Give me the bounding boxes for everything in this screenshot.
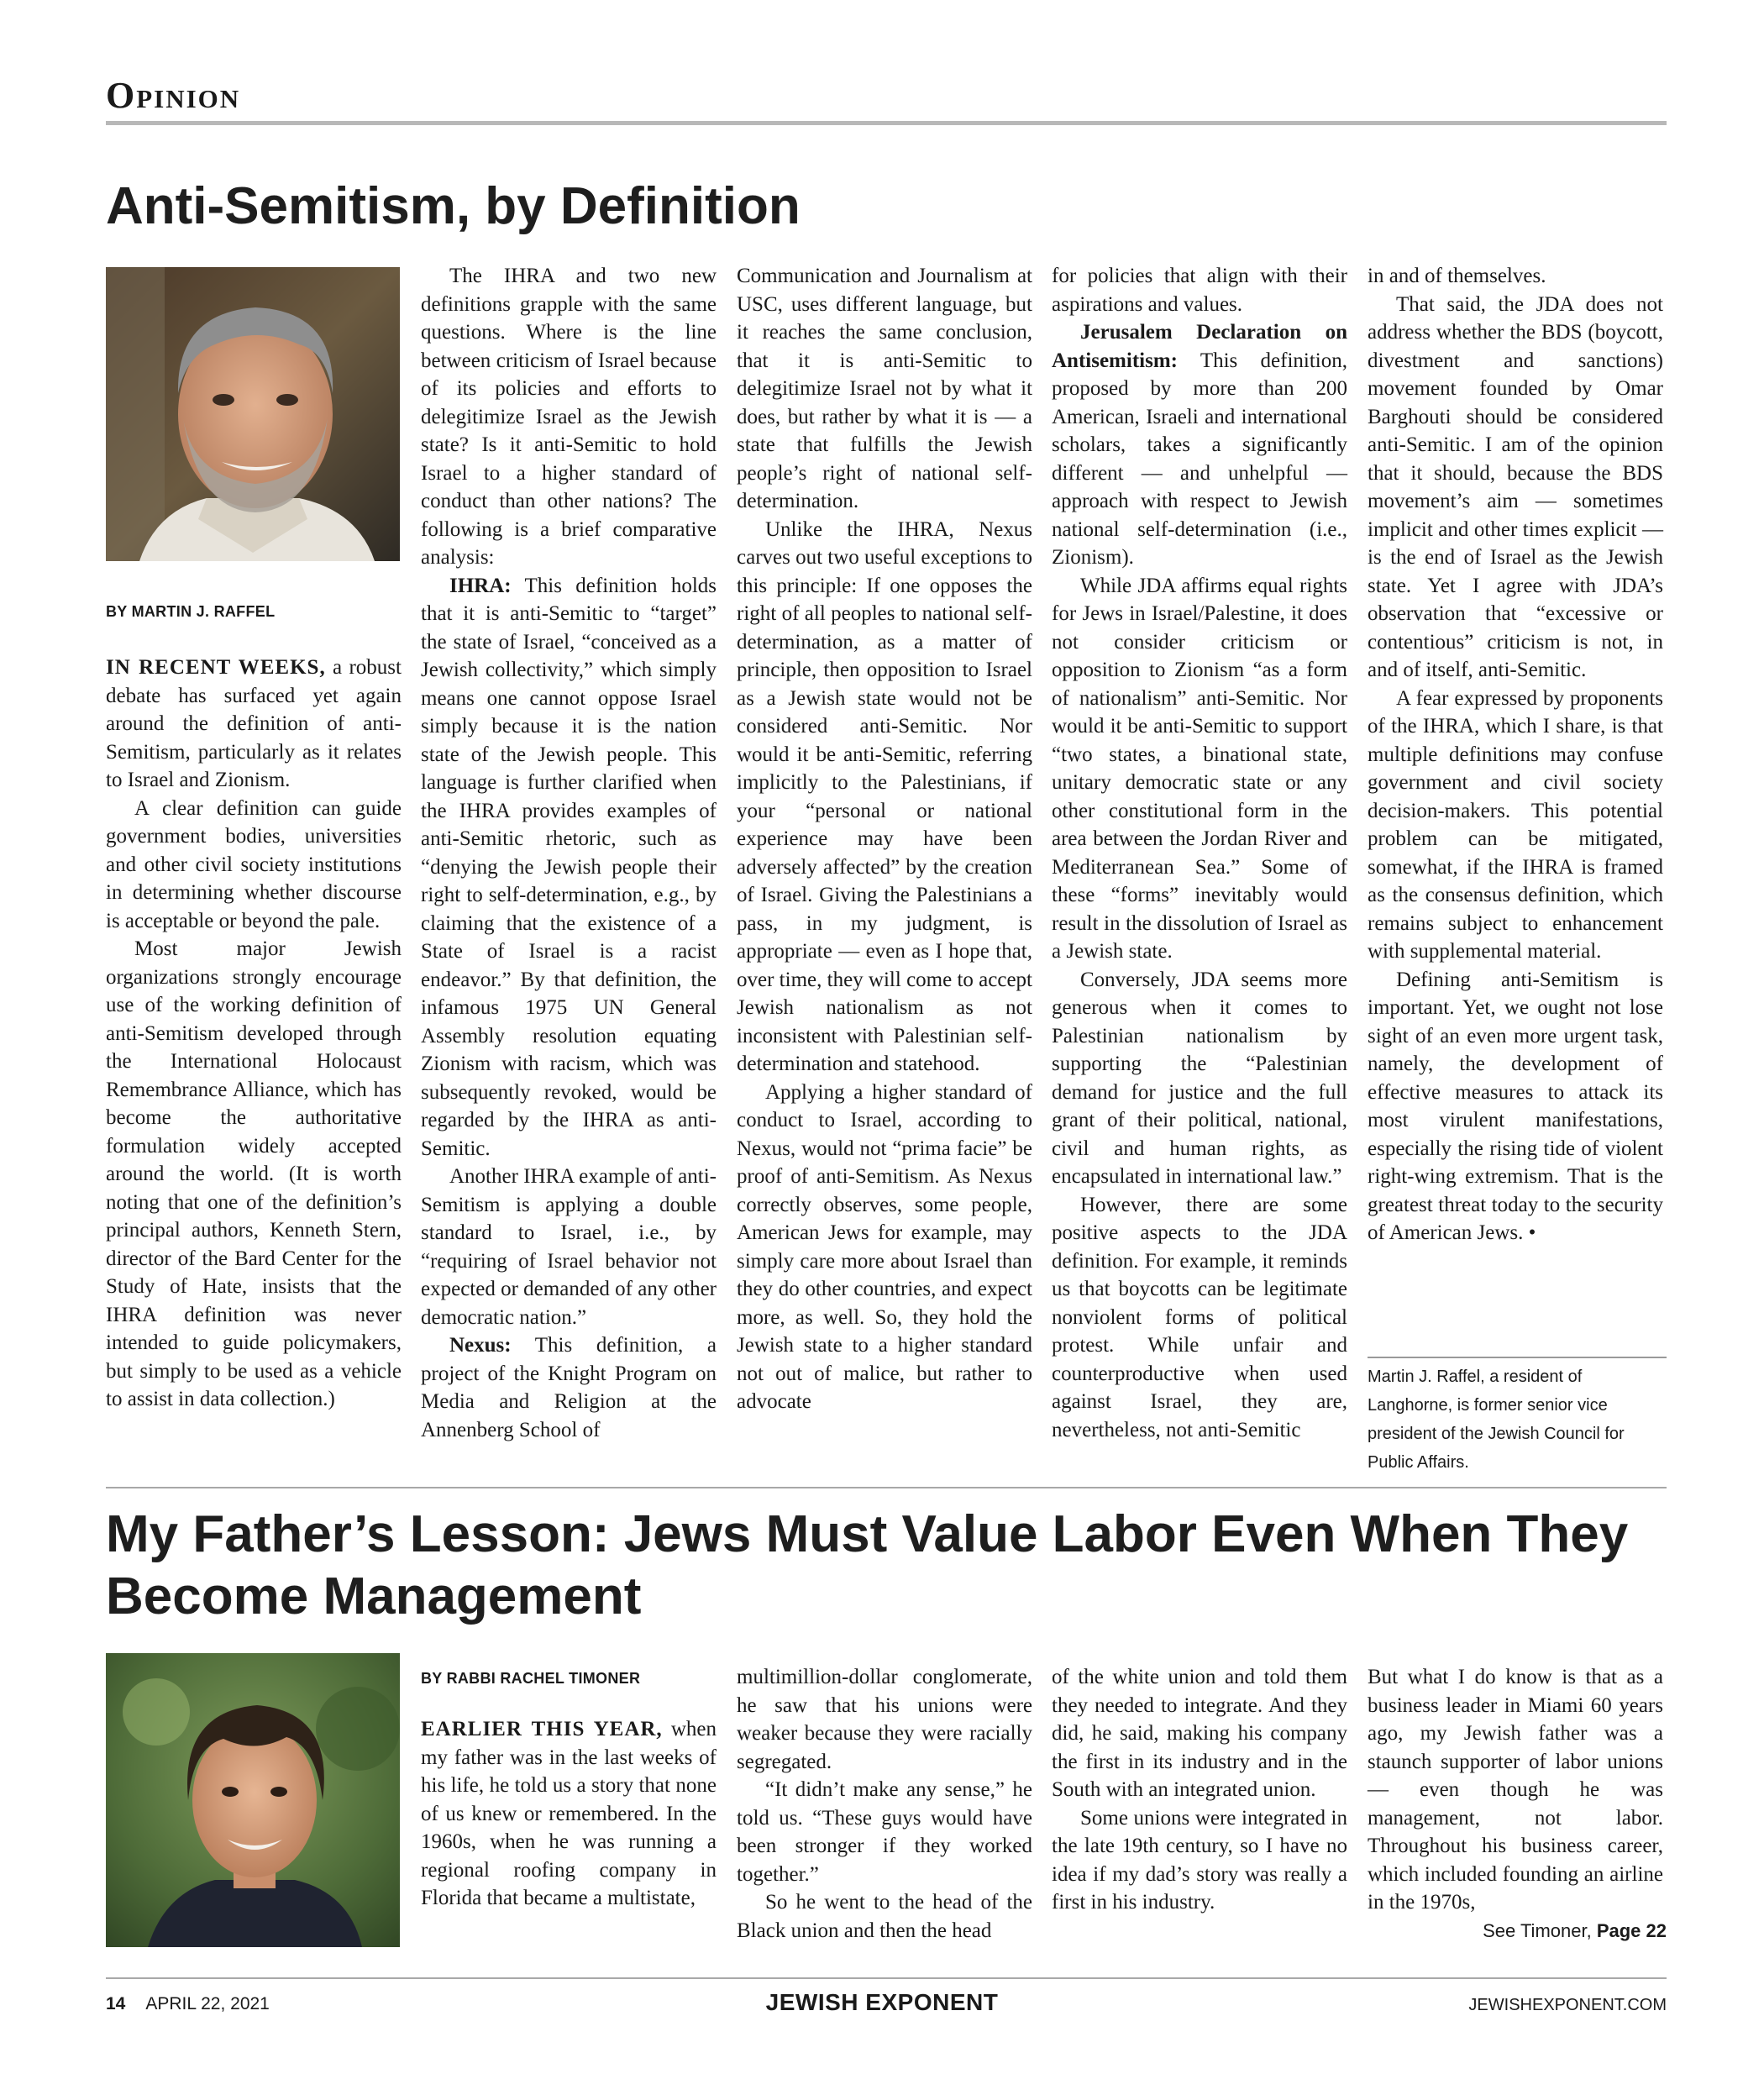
paragraph: [1368, 966, 1663, 1247]
page-number: 14: [106, 1994, 126, 2013]
paragraph: [106, 654, 402, 795]
paragraph-text: when my father was in the last weeks of his life, he told us a story that none of us knew or remembered. In the 1960s, when he was running a regional roofing company in Florida that became a multistate,: [421, 1718, 717, 1909]
footer-rule: [106, 1977, 1667, 1979]
author-photo-timoner: [106, 1653, 400, 1947]
paragraph: Applying a higher standard of conduct to Israel, according to Nexus, would not “prima facie” be proof of anti-Semitism. As Nexus correctly observes, some people, American Jews for example, may simply care more about Israel than they do other countries, and expect more, as well. So, they hold the Jewish state to a higher standard not out of malice, but rather to advocate: [737, 1080, 1032, 1413]
paragraph: A fear expressed by proponents of the IHRA, which I share, is that multiple definitions may confuse government and civil society decision-makers. This potential problem can be mitigated, somewhat, if the IHRA is framed as the consensus definition, which remains subject to enhancement with supplemental material.: [1368, 686, 1663, 963]
byline-article-1: BY MARTIN J. RAFFEL: [106, 603, 276, 620]
paragraph: Some unions were integrated in the late 19th century, so I have no idea if my dad’s story was really a first in his industry.: [1052, 1806, 1347, 1914]
paragraph: Conversely, JDA seems more generous when it comes to Palestinian nationalism by supporting the “Palestinian demand for justice and the full grant of their political, national, civil and human rights, as encapsulated in international law.”: [1052, 968, 1347, 1188]
jump-page: Page 22: [1596, 1920, 1667, 1941]
section-label: Opinion: [106, 75, 241, 116]
paragraph: A clear definition can guide government bodies, universities and other civil society institutions in determining whether discourse is acceptable or beyond the pale.: [106, 796, 402, 932]
paragraph-text: Defining anti-Semitism is important. Yet, we ought not lose sight of an even more urgent task, namely, the development of effective measures to attack its most virulent manifestations, especially the rising tide of violent right-wing extremism. That is the greatest threat today to the security of American Jews.: [1368, 968, 1663, 1244]
paragraph: [421, 1715, 717, 1913]
article-1-column-4: [1052, 262, 1347, 1444]
author-bio: Martin J. Raffel, a resident of Langhorne, is former senior vice president of the Jewish Council for Public Affairs.: [1368, 1368, 1625, 1472]
paragraph: of the white union and told them they needed to integrate. And they did, he said, making his company the first in its industry and in the South with an integrated union.: [1052, 1666, 1347, 1801]
paragraph: [1052, 318, 1347, 572]
paragraph: However, there are some positive aspects to the JDA definition. For example, it reminds us that boycotts can be legitimate nonviolent forms of political protest. While unfair and counterproductive when used against Israel, they are, nevertheless, not anti-Semitic: [1052, 1193, 1347, 1441]
paragraph: That said, the JDA does not address whether the BDS (boycott, divestment and sanctions) movement founded by Omar Barghouti should be considered anti-Semitic. I am of the opinion that it should, because the BDS movement’s aim — sometimes implicit and other times explicit — is the end of Israel as the Jewish state. Yet I agree with JDA’s observation that “excessive or contentious” criticism is not, in and of itself, anti-Semitic.: [1368, 292, 1663, 681]
paragraph-text: This definition holds that it is anti-Semitic to “target” the state of Israel, “conceived as a Jewish collectivity,” which simply means one cannot oppose Israel simply because it is the nation state of the Jewish people. This language is further clarified when the IHRA provides examples of anti-Semitic rhetoric, such as “denying the Jewish people their right to self-determination, e.g., by claiming that the existence of a State of Israel is a racist endeavor.” By that definition, the infamous 1975 UN General Assembly resolution equating Zionism with racism, which was subsequently revoked, would be regarded by the IHRA as anti-Semitic.: [421, 574, 717, 1160]
paragraph: The IHRA and two new definitions grapple with the same questions. Where is the line between criticism of Israel because of its policies and efforts to delegitimize Israel as the Jewish state? Is it anti-Semitic to hold Israel to a higher standard of conduct than other nations? The following is a brief comparative analysis:: [421, 265, 717, 569]
paragraph: Communication and Journalism at USC, uses different language, but it reaches the same conclusion, that it is anti-Semitic to delegitimize Israel not by what it does, but rather by what it is — a state that fulfills the Jewish people’s right of national self-determination.: [737, 265, 1032, 512]
paragraph: multimillion-dollar conglomerate, he saw that his unions were weaker because they were racially segregated.: [737, 1666, 1032, 1773]
ihra-label: IHRA:: [449, 574, 512, 597]
article-1-column-2: [421, 262, 717, 1444]
end-mark: •: [1528, 1221, 1536, 1244]
paragraph-text: This definition, proposed by more than 200 American, Israeli and international scholars, takes a significantly different — and unhelpful — approach with respect to Jewish national self-determination (i.e., Zionism).: [1052, 349, 1347, 569]
lead-in: IN RECENT WEEKS,: [106, 656, 326, 679]
paragraph: in and of themselves.: [1368, 265, 1546, 287]
paragraph: But what I do know is that as a business leader in Miami 60 years ago, my Jewish father was a staunch supporter of labor unions — even though he was management, not labor. Throughout his business career, which included founding an airline in the 1970s,: [1368, 1666, 1663, 1914]
article-2-column-1: [421, 1715, 717, 1913]
jda-label: Jerusalem Declaration on Antisemitism:: [1052, 321, 1347, 372]
bio-rule: [1368, 1357, 1667, 1358]
paragraph: Most major Jewish organizations strongly encourage use of the working definition of anti-Semitism developed through the International Holocaust Remembrance Alliance, which has become the authoritative formulation widely accepted around the world. (It is worth noting that one of the definition’s principal authors, Kenneth Stern, director of the Bard Center for the Study of Hate, insists that the IHRA definition was never intended to guide policymakers, but simply to be used as a vehicle to assist in data collection.): [106, 937, 402, 1410]
paragraph-text: a robust debate has surfaced yet again around the definition of anti-Semitism, particularly as it relates to Israel and Zionism.: [106, 656, 402, 791]
issue-date: APRIL 22, 2021: [145, 1994, 270, 2013]
article-2-column-2: [737, 1663, 1032, 1945]
section-rule: [106, 121, 1667, 125]
masthead: JEWISH EXPONENT: [765, 1989, 999, 2015]
headline-article-2: My Father’s Lesson: Jews Must Value Labor Even When They Become Management: [106, 1505, 1629, 1625]
paragraph: [421, 572, 717, 1163]
paragraph: for policies that align with their aspirations and values.: [1052, 265, 1347, 316]
article-1-column-5: [1368, 262, 1663, 1247]
paragraph: “It didn’t make any sense,” he told us. “These guys would have been stronger if they worked together.”: [737, 1778, 1032, 1886]
website: JEWISHEXPONENT.COM: [1468, 1996, 1667, 2014]
paragraph: So he went to the head of the Black union and then the head: [737, 1891, 1032, 1942]
paragraph-text: This definition, a project of the Knight Program on Media and Religion at the Annenberg School of: [421, 1334, 717, 1441]
headline-article-1: Anti-Semitism, by Definition: [106, 177, 801, 235]
article-divider: [106, 1487, 1667, 1488]
paragraph: [421, 1331, 717, 1444]
nexus-label: Nexus:: [449, 1334, 512, 1357]
article-1-column-1: [106, 654, 402, 1414]
jump-text: See Timoner,: [1483, 1920, 1597, 1941]
article-2-column-4: [1368, 1663, 1663, 1917]
paragraph: Unlike the IHRA, Nexus carves out two useful exceptions to this principle: If one opposes the right of all peoples to national self-determination, as a matter of principle, then opposition to Israel as a Jewish state would not be considered anti-Semitic. Nor would it be anti-Semitic, referring implicitly to the Palestinians, if your “personal or national experience may have been adversely affected” by the creation of Israel. Giving the Palestinians a pass, in my judgment, is appropriate — even as I hope that, over time, they will come to accept Jewish nationalism as not inconsistent with Palestinian self-determination and statehood.: [737, 517, 1032, 1075]
article-1-column-3: [737, 262, 1032, 1416]
article-2-column-3: [1052, 1663, 1347, 1917]
lead-in: EARLIER THIS YEAR,: [421, 1718, 663, 1740]
author-photo-raffel: [106, 267, 400, 561]
paragraph: Another IHRA example of anti-Semitism is applying a double standard to Israel, i.e., by “requiring of Israel behavior not expected or demanded of any other democratic nation.”: [421, 1165, 717, 1329]
byline-article-2: BY RABBI RACHEL TIMONER: [421, 1670, 641, 1687]
paragraph: While JDA affirms equal rights for Jews in Israel/Palestine, it does not consider criticism or opposition to Zionism “as a form of nationalism” anti-Semitic. Nor would it be anti-Semitic to support “two states, a binational state, unitary democratic state or any other constitutional form in the area between the Jordan River and Mediterranean Sea.” Some of these “forms” inevitably would result in the dissolution of Israel as a Jewish state.: [1052, 574, 1347, 963]
continuation-jump: [1483, 1920, 1667, 1942]
